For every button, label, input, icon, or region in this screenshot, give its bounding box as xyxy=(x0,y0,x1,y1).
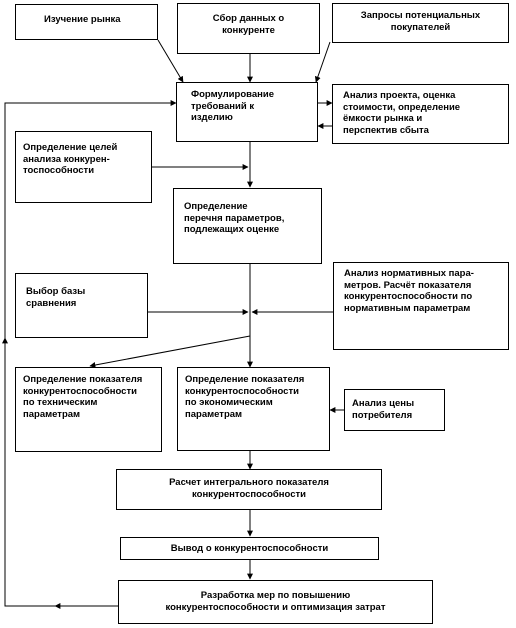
box-conclusion: Вывод о конкурентоспособности xyxy=(120,537,379,560)
box-economic-indicator: Определение показателя конкурентоспособности по экономическим параметрам xyxy=(177,367,330,451)
box-project-analysis: Анализ проекта, оценка стоимости, определение ёмкости рынка и перспектив сбыта xyxy=(332,84,509,144)
arrow-spine-to-technical xyxy=(90,336,250,366)
box-measures: Разработка мер по повышению конкурентоспособности и оптимизация затрат xyxy=(118,580,433,624)
box-technical-indicator: Определение показателя конкурентоспособности по техническим параметрам xyxy=(15,367,162,452)
box-price-analysis: Анализ цены потребителя xyxy=(344,389,445,431)
box-goals: Определение целей анализа конкурен- тоспособности xyxy=(15,131,152,203)
box-buyer-requests: Запросы потенциальных покупателей xyxy=(332,3,509,43)
box-param-list: Определение перечня параметров, подлежащих оценке xyxy=(173,188,322,264)
box-competitor-data: Сбор данных о конкуренте xyxy=(177,3,320,54)
box-base-choice: Выбор базы сравнения xyxy=(15,273,148,338)
box-market-study: Изучение рынка xyxy=(15,4,158,40)
box-normative: Анализ нормативных пара- метров. Расчёт показателя конкурентоспособности по нормативным параметрам xyxy=(333,262,509,350)
box-requirements: Формулирование требований к изделию xyxy=(176,82,318,142)
box-integral-indicator: Расчет интегрального показателя конкурентоспособности xyxy=(116,469,382,510)
